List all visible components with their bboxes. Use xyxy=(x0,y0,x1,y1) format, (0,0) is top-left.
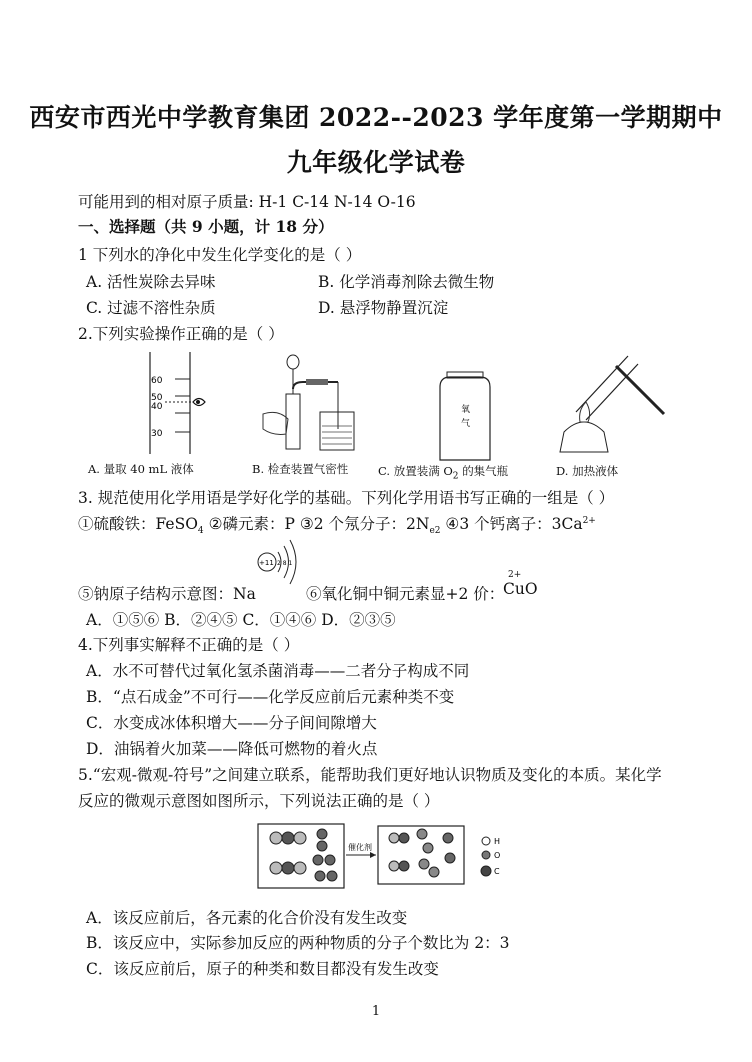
figure-gas-bottle xyxy=(425,372,505,464)
section-heading: 一、选择题（共 9 小题，计 18 分） xyxy=(78,217,334,236)
question-4-stem: 4.下列事实解释不正确的是（ ） xyxy=(78,636,300,654)
figure-airtightness-check xyxy=(258,354,368,454)
q1-option-c: C. 过滤不溶性杂质 xyxy=(86,299,216,317)
figure-graduated-cylinder xyxy=(120,352,230,460)
bottle-label-1: 氧 xyxy=(461,405,471,415)
cuo-charge: 2+ xyxy=(508,570,522,580)
question-2-stem: 2.下列实验操作正确的是（ ） xyxy=(78,325,284,343)
q4-option-b: B．“点石成金”不可行——化学反应前后元素种类不变 xyxy=(86,688,455,706)
atom-nucleus-label: +11 xyxy=(259,559,274,567)
question-5-stem-1: 5.“宏观-微观-符号”之间建立联系，能帮助我们更好地认识物质及变化的本质。某化学 xyxy=(78,766,662,784)
caption-b: B. 检查装置气密性 xyxy=(252,462,349,476)
question-3-stem: 3. 规范使用化学用语是学好化学的基础。下列化学用语书写正确的一组是（ ） xyxy=(78,489,615,507)
molecule-group-after xyxy=(389,829,455,877)
reaction-micro-diagram xyxy=(258,822,508,892)
page-number: 1 xyxy=(371,1004,381,1019)
caption-c: C. 放置装满 $O_2$ 的集气瓶 xyxy=(378,464,509,482)
question-1-stem: 1 下列水的净化中发生化学变化的是（ ） xyxy=(78,246,362,264)
legend-c: C xyxy=(494,867,500,876)
q1-option-b: B. 化学消毒剂除去微生物 xyxy=(318,273,495,291)
caption-a: A. 量取 40 mL 液体 xyxy=(88,462,194,476)
tick-60: 60 xyxy=(151,376,163,386)
q4-option-d: D．油锅着火加菜——降低可燃物的着火点 xyxy=(86,740,378,758)
atomic-masses: 可能用到的相对原子质量: H-1 C-14 N-14 O-16 xyxy=(78,193,416,211)
legend-h: H xyxy=(494,837,501,846)
tick-30: 30 xyxy=(151,429,163,439)
caption-d: D. 加热液体 xyxy=(556,464,619,478)
q5-option-c: C．该反应前后，原子的种类和数目都没有发生改变 xyxy=(86,960,439,978)
atom-shells-label: 2 8 1 xyxy=(277,560,293,567)
q4-option-c: C．水变成冰体积增大——分子间间隙增大 xyxy=(86,714,377,732)
q5-option-a: A．该反应前后，各元素的化合价没有发生改变 xyxy=(86,909,408,927)
figure-heating-liquid xyxy=(556,352,666,460)
sodium-atom-diagram xyxy=(256,538,306,596)
exam-subtitle: 九年级化学试卷 xyxy=(286,148,466,177)
tick-50: 50 xyxy=(151,393,163,403)
q1-option-d: D. 悬浮物静置沉淀 xyxy=(318,299,449,317)
question-5-stem-2: 反应的微观示意图如图所示，下列说法正确的是（ ） xyxy=(78,792,440,810)
q3-item-5: ⑤钠原子结构示意图：Na xyxy=(78,585,256,603)
q1-option-a: A. 活性炭除去异味 xyxy=(86,273,216,291)
legend-o: O xyxy=(494,851,501,860)
q4-option-a: A．水不可替代过氧化氢杀菌消毒——二者分子构成不同 xyxy=(86,662,470,680)
cuo-formula: CuO xyxy=(503,580,538,598)
q3-items-1-4: ①硫酸铁：FeSO$_4$ ②磷元素：P ③2 个氖分子：$2N_{e2}$ ④3 个钙离子：$3Ca^{2+}$ xyxy=(78,515,596,537)
tick-40: 40 xyxy=(151,402,163,412)
q5-option-b: B．该反应中，实际参加反应的两种物质的分子个数比为 2：3 xyxy=(86,934,510,952)
q3-options: A．①⑤⑥ B．②④⑤ C．①④⑥ D．②③⑤ xyxy=(86,611,396,629)
catalyst-label: 催化剂 xyxy=(348,843,372,852)
exam-title: 西安市西光中学教育集团 2022--2023 学年度第一学期期中 xyxy=(29,103,723,132)
molecule-group-before xyxy=(270,829,337,881)
q3-item-6: ⑥氧化铜中铜元素显+2 价： xyxy=(306,585,505,603)
bottle-label-2: 气 xyxy=(461,419,471,429)
